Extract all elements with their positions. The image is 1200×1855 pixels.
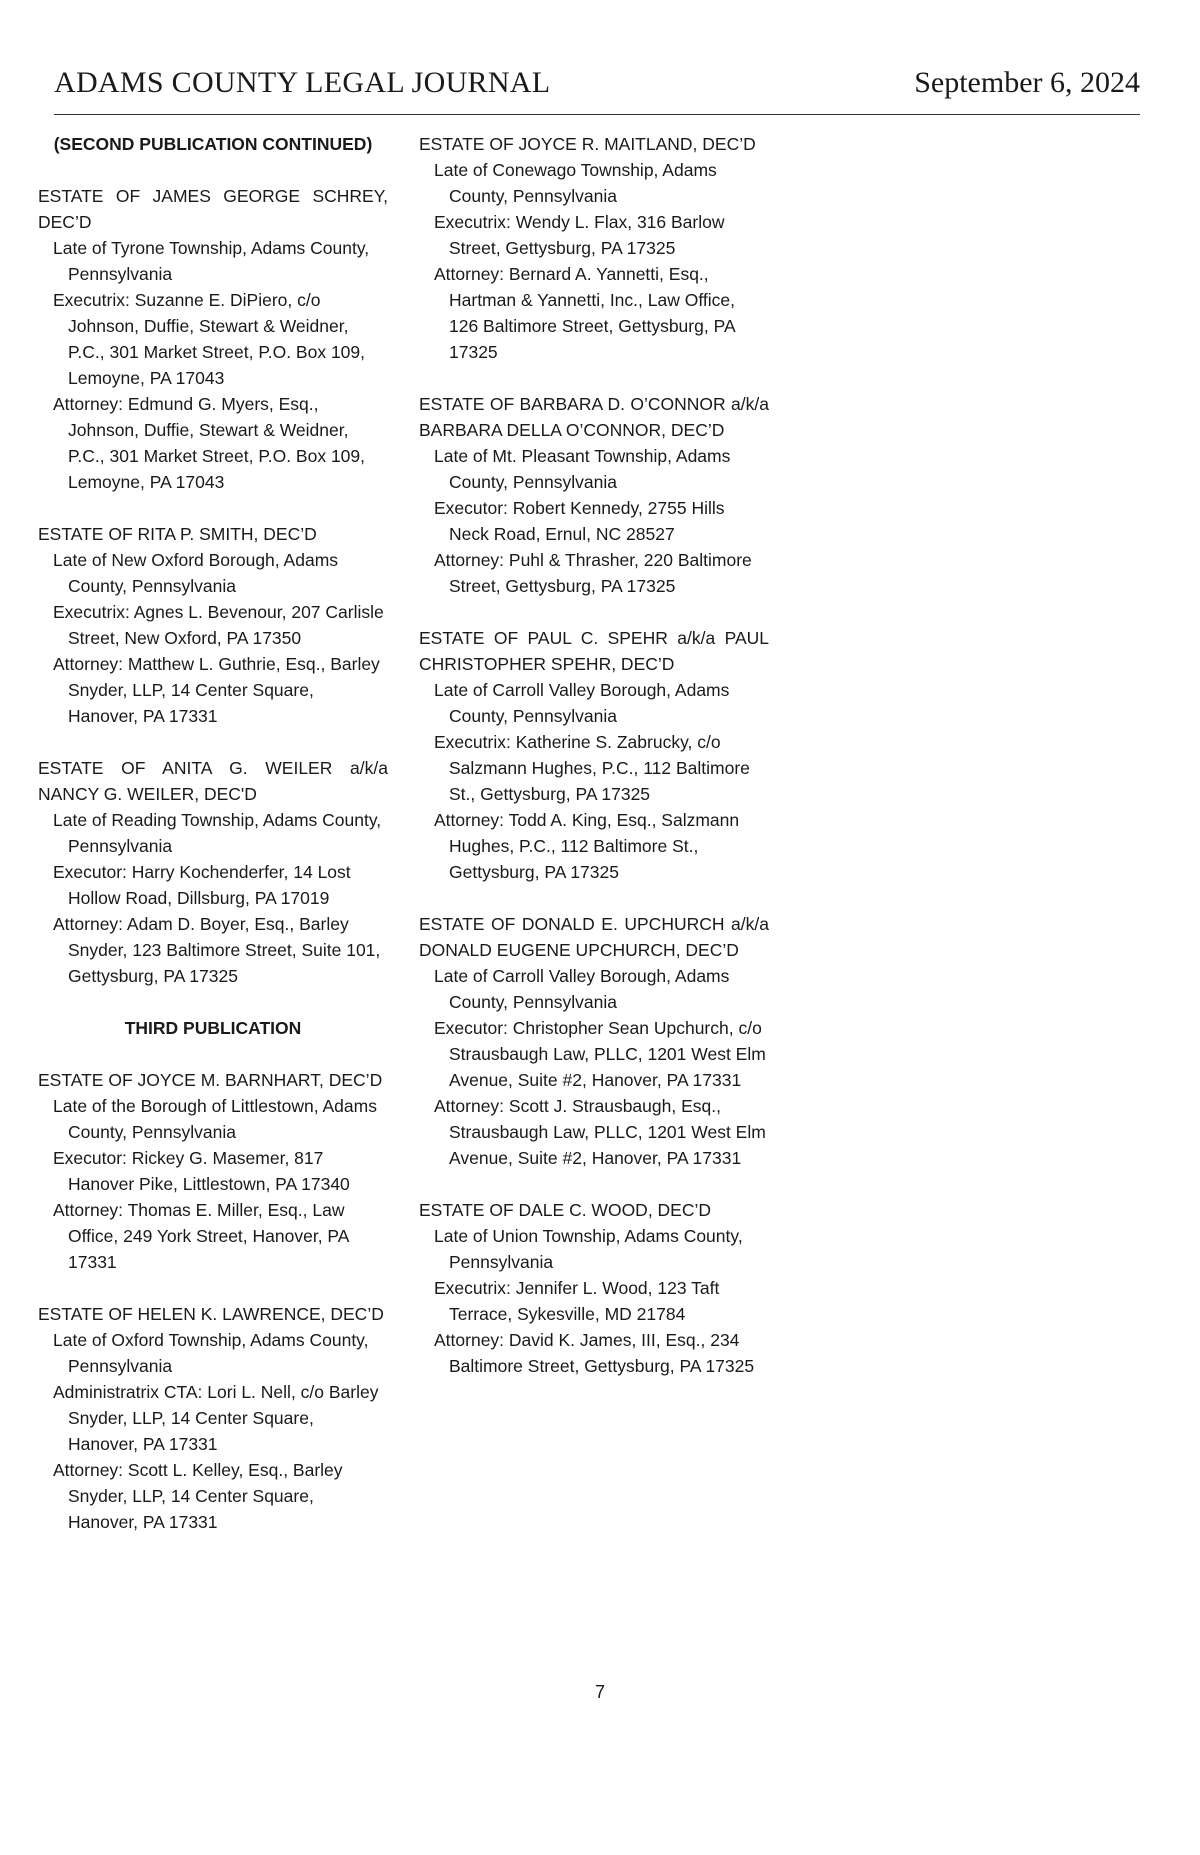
- right-column: [419, 131, 769, 1405]
- estate-title: ESTATE OF JOYCE M. BARNHART, DEC’D: [38, 1070, 383, 1090]
- estate-list-continued: [419, 131, 769, 1379]
- estate-detail-line: Attorney: Adam D. Boyer, Esq., Barley Snyder, 123 Baltimore Street, Suite 101, Gettysburg, PA 17325: [53, 914, 381, 986]
- estate-notice: [38, 521, 388, 729]
- estate-detail-line: Attorney: Scott J. Strausbaugh, Esq., Strausbaugh Law, PLLC, 1201 West Elm Avenue, Suite #2, Hanover, PA 17331: [434, 1096, 766, 1168]
- estate-notice: [38, 1067, 388, 1275]
- estate-detail-line: Late of Conewago Township, Adams County, Pennsylvania: [434, 160, 717, 206]
- left-column: [38, 131, 388, 1561]
- estate-notice: [419, 131, 769, 365]
- estate-detail-line: Executrix: Wendy L. Flax, 316 Barlow Street, Gettysburg, PA 17325: [434, 212, 725, 258]
- estate-detail-line: Executor: Harry Kochenderfer, 14 Lost Hollow Road, Dillsburg, PA 17019: [53, 862, 351, 908]
- estate-detail-line: Late of Carroll Valley Borough, Adams County, Pennsylvania: [434, 966, 730, 1012]
- estate-detail-line: Executor: Christopher Sean Upchurch, c/o Strausbaugh Law, PLLC, 1201 West Elm Avenue, Suite #2, Hanover, PA 17331: [434, 1018, 766, 1090]
- estate-list-second: [38, 183, 388, 989]
- estate-list-third: [38, 1067, 388, 1535]
- estate-detail-line: Attorney: Todd A. King, Esq., Salzmann Hughes, P.C., 112 Baltimore St., Gettysburg, PA 17325: [434, 810, 740, 882]
- estate-title: ESTATE OF DONALD E. UPCHURCH a/k/a DONALD EUGENE UPCHURCH, DEC’D: [419, 914, 769, 960]
- estate-detail-line: Administratrix CTA: Lori L. Nell, c/o Barley Snyder, LLP, 14 Center Square, Hanover, PA 17331: [53, 1382, 379, 1454]
- estate-detail-line: Executrix: Jennifer L. Wood, 123 Taft Terrace, Sykesville, MD 21784: [434, 1278, 720, 1324]
- journal-title: ADAMS COUNTY LEGAL JOURNAL: [54, 66, 551, 99]
- estate-notice: [419, 1197, 769, 1379]
- estate-title: ESTATE OF PAUL C. SPEHR a/k/a PAUL CHRISTOPHER SPEHR, DEC’D: [419, 628, 769, 674]
- estate-detail-line: Executrix: Agnes L. Bevenour, 207 Carlisle Street, New Oxford, PA 17350: [53, 602, 384, 648]
- estate-title: ESTATE OF HELEN K. LAWRENCE, DEC’D: [38, 1304, 384, 1324]
- estate-detail-line: Late of Oxford Township, Adams County, Pennsylvania: [53, 1330, 369, 1376]
- estate-detail-line: Attorney: David K. James, III, Esq., 234 Baltimore Street, Gettysburg, PA 17325: [434, 1330, 755, 1376]
- estate-title: ESTATE OF JOYCE R. MAITLAND, DEC’D: [419, 134, 756, 154]
- estate-detail-line: Attorney: Edmund G. Myers, Esq., Johnson, Duffie, Stewart & Weidner, P.C., 301 Market Street, P.O. Box 109, Lemoyne, PA 17043: [53, 394, 366, 492]
- estate-notice: [38, 1301, 388, 1535]
- estate-detail-line: Late of New Oxford Borough, Adams County, Pennsylvania: [53, 550, 339, 596]
- estate-detail-line: Executor: Robert Kennedy, 2755 Hills Neck Road, Ernul, NC 28527: [434, 498, 725, 544]
- estate-detail-line: Late of Union Township, Adams County, Pennsylvania: [434, 1226, 743, 1272]
- estate-notice: [419, 625, 769, 885]
- estate-detail-line: Late of the Borough of Littlestown, Adams County, Pennsylvania: [53, 1096, 377, 1142]
- estate-detail-line: Late of Carroll Valley Borough, Adams County, Pennsylvania: [434, 680, 730, 726]
- estate-title: ESTATE OF JAMES GEORGE SCHREY, DEC’D: [38, 186, 388, 232]
- estate-notice: [419, 391, 769, 599]
- estate-notice: [38, 183, 388, 495]
- estate-detail-line: Attorney: Bernard A. Yannetti, Esq., Hartman & Yannetti, Inc., Law Office, 126 Baltimore Street, Gettysburg, PA 17325: [434, 264, 735, 362]
- estate-detail-line: Attorney: Scott L. Kelley, Esq., Barley Snyder, LLP, 14 Center Square, Hanover, PA 17331: [53, 1460, 343, 1532]
- estate-detail-line: Late of Tyrone Township, Adams County, Pennsylvania: [53, 238, 370, 284]
- estate-detail-line: Late of Mt. Pleasant Township, Adams County, Pennsylvania: [434, 446, 731, 492]
- estate-detail-line: Attorney: Thomas E. Miller, Esq., Law Office, 249 York Street, Hanover, PA 17331: [53, 1200, 349, 1272]
- estate-title: ESTATE OF DALE C. WOOD, DEC’D: [419, 1200, 712, 1220]
- estate-detail-line: Attorney: Matthew L. Guthrie, Esq., Barley Snyder, LLP, 14 Center Square, Hanover, PA 17331: [53, 654, 380, 726]
- estate-detail-line: Attorney: Puhl & Thrasher, 220 Baltimore Street, Gettysburg, PA 17325: [434, 550, 752, 596]
- estate-title: ESTATE OF BARBARA D. O’CONNOR a/k/a BARBARA DELLA O’CONNOR, DEC’D: [419, 394, 769, 440]
- estate-title: ESTATE OF RITA P. SMITH, DEC’D: [38, 524, 317, 544]
- estate-detail-line: Executrix: Katherine S. Zabrucky, c/o Salzmann Hughes, P.C., 112 Baltimore St., Gettysburg, PA 17325: [434, 732, 750, 804]
- page-header: [54, 66, 1140, 115]
- estate-detail-line: Executrix: Suzanne E. DiPiero, c/o Johnson, Duffie, Stewart & Weidner, P.C., 301 Market Street, P.O. Box 109, Lemoyne, PA 17043: [53, 290, 366, 388]
- section-heading-second-publication: (SECOND PUBLICATION CONTINUED): [53, 134, 373, 154]
- estate-detail-line: Late of Reading Township, Adams County, Pennsylvania: [53, 810, 382, 856]
- section-heading-third-publication: THIRD PUBLICATION: [124, 1018, 302, 1038]
- issue-date: September 6, 2024: [914, 66, 1140, 99]
- estate-notice: [419, 911, 769, 1171]
- estate-detail-line: Executor: Rickey G. Masemer, 817 Hanover Pike, Littlestown, PA 17340: [53, 1148, 350, 1194]
- page-number: 7: [594, 1682, 605, 1702]
- estate-notice: [38, 755, 388, 989]
- estate-title: ESTATE OF ANITA G. WEILER a/k/a NANCY G. WEILER, DEC'D: [38, 758, 388, 804]
